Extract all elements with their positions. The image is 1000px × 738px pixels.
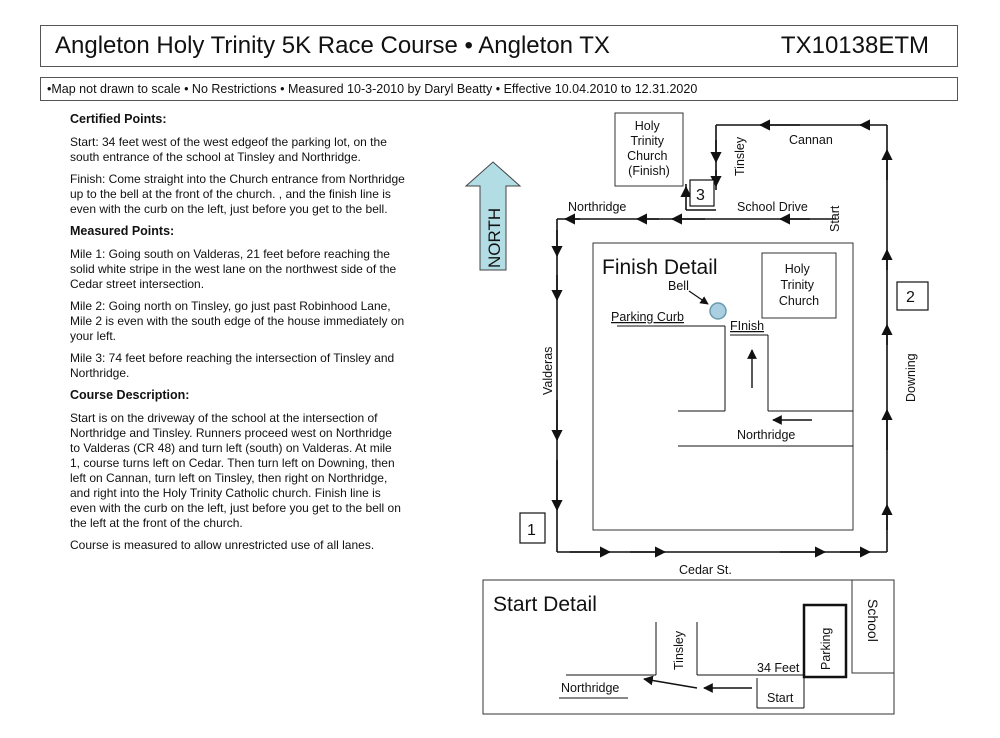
finish-detail-title: Finish Detail [602, 256, 718, 279]
description-heading: Course Description: [70, 388, 190, 402]
start-detail-inset [483, 580, 894, 714]
church-finish-box [615, 113, 683, 186]
start-detail-title: Start Detail [493, 593, 597, 616]
school-label: School [865, 599, 881, 642]
northridge-label: Northridge [568, 200, 627, 214]
finish-church-label: Holy Trinity Church [778, 262, 820, 308]
finish-note: Finish: Come straight into the Church entrance from Northridge up to the bell at the front of the church. , and the finish line is even with the curb on the left, just before you get to the bell. [70, 172, 405, 216]
svg-text:1: 1 [527, 522, 536, 539]
downing-label: Downing [904, 353, 918, 402]
finish-detail-inset [593, 243, 853, 530]
tinsley-label: Tinsley [733, 136, 747, 176]
valderas-label: Valderas [541, 346, 555, 395]
cedar-label: Cedar St. [679, 563, 732, 577]
feet-label: 34 Feet [757, 661, 800, 675]
cannan-label: Cannan [789, 133, 833, 147]
course-id: TX10138ETM [780, 32, 929, 59]
subtitle-text: •Map not drawn to scale • No Restrictions • Measured 10-3-2010 by Daryl Beatty • Effective 10.04.2010 to 12.31.2020 [47, 82, 698, 96]
finish-northridge-label: Northridge [737, 428, 796, 442]
svg-text:Holy Trinity Churc: Holy Trinity Church (Finish) [627, 119, 670, 178]
mile3-note: Mile 3: 74 feet before reaching the intersection of Tinsley and Northridge. [70, 351, 395, 380]
lanes-note: Course is measured to allow unrestricted use of all lanes. [70, 538, 375, 552]
finish-label: FInish [730, 319, 765, 333]
school-drive-label: School Drive [737, 200, 808, 214]
mile-marker-1 [520, 513, 545, 543]
description-note: Start is on the driveway of the school at the intersection of Northridge and Tinsley. Runners proceed west on Northridge to Valderas (CR 48) and turn left (south) on Valderas. At mile 1, course turns left on Cedar. Then turn left on Downing, then left on Cannan, turn left on Tinsley, then right on Northridge, and right into the Holy Trinity Catholic church. Finish line is even with the curb on the left, just before you get to the bell on the left at the front of the church. [70, 411, 401, 530]
start-northridge-label: Northridge [561, 681, 620, 695]
start-note: Start: 34 feet west of the west edgeof the parking lot, on the south entrance of the school at Tinsley and Northridge. [70, 135, 387, 164]
certified-heading: Certified Points: [70, 112, 167, 126]
measured-heading: Measured Points: [70, 224, 175, 238]
bell-icon [710, 303, 726, 319]
start-label: Start [828, 205, 842, 232]
north-label: NORTH [485, 207, 504, 268]
svg-text:3: 3 [696, 187, 705, 204]
bell-label: Bell [668, 279, 689, 293]
parking-curb-label: Parking Curb [611, 310, 684, 324]
parking-label: Parking [819, 627, 833, 670]
svg-text:2: 2 [906, 289, 915, 306]
mile-marker-3 [690, 180, 714, 206]
north-arrow-icon [466, 162, 520, 270]
page-title: Angleton Holy Trinity 5K Race Course • Angleton TX [55, 32, 610, 59]
mile-marker-2 [897, 282, 928, 310]
mile1-note: Mile 1: Going south on Valderas, 21 feet before reaching the solid white stripe in the west lane on the northwest side of the Cedar street intersection. [70, 247, 397, 291]
mile2-note: Mile 2: Going north on Tinsley, go just past Robinhood Lane, Mile 2 is even with the south edge of the house immediately on your left. [70, 299, 405, 343]
start-tinsley-label: Tinsley [672, 630, 686, 670]
start-detail-start-label: Start [767, 691, 794, 705]
